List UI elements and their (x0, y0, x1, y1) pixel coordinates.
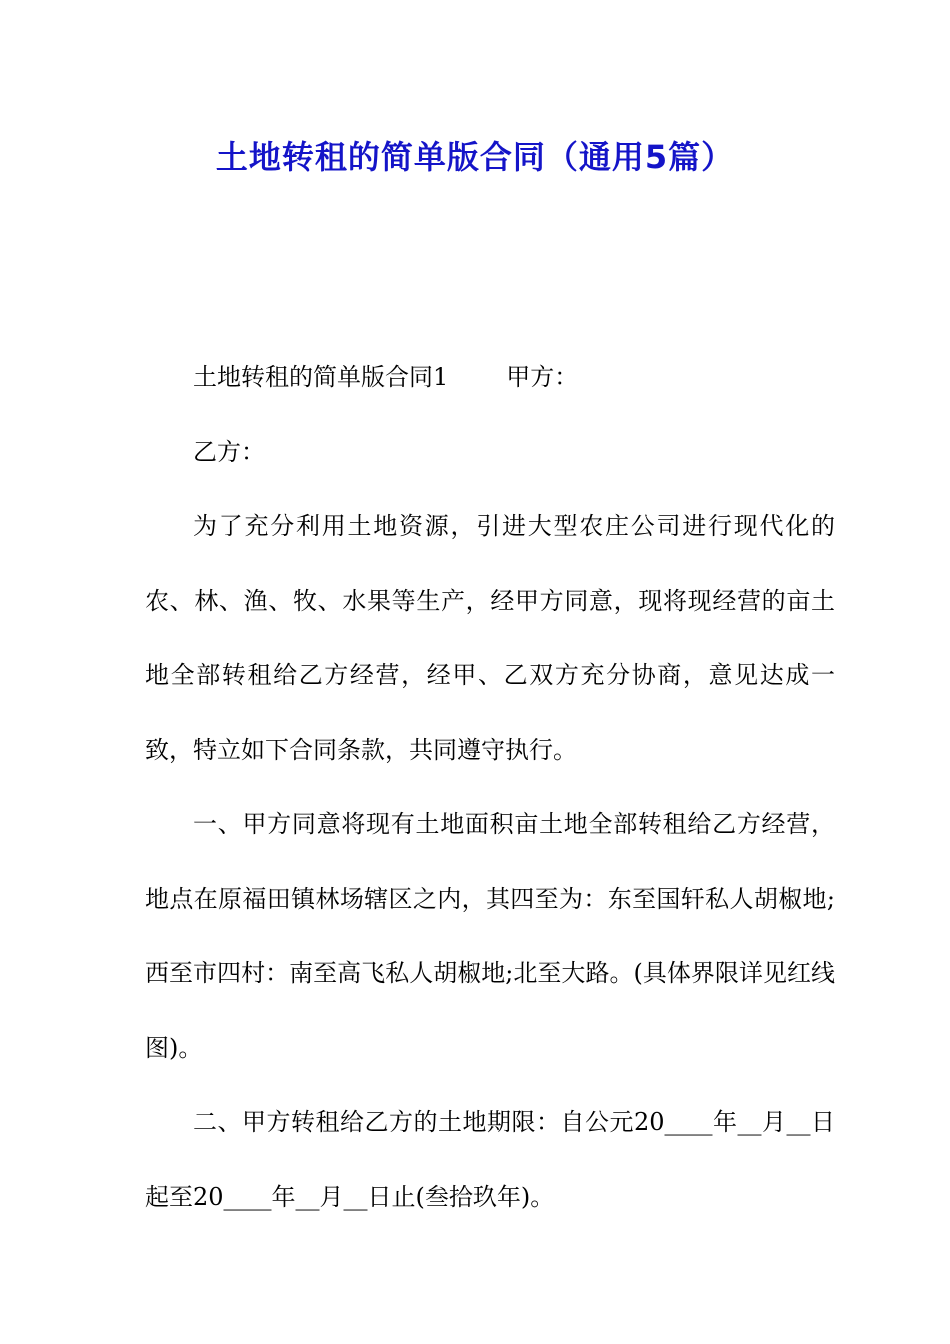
clause-one-paragraph: 一、甲方同意将现有土地面积亩土地全部转租给乙方经营，地点在原福田镇林场辖区之内，其四至为：东至国轩私人胡椒地;西至市四村：南至高飞私人胡椒地;北至大路。(具体界限详见红线图)。 (145, 810, 835, 1062)
contract-heading: 土地转租的简单版合同1 (193, 363, 449, 391)
party-a-label: 甲方： (506, 363, 579, 391)
intro-paragraph: 为了充分利用土地资源，引进大型农庄公司进行现代化的农、林、渔、牧、水果等生产，经甲方同意，现将现经营的亩土地全部转租给乙方经营，经甲、乙双方充分协商，意见达成一致，特立如下合同条款，共同遵守执行。 (145, 512, 835, 764)
party-b-label: 乙方： (193, 437, 265, 466)
contract-heading-line (145, 340, 835, 415)
clause-two-paragraph: 二、甲方转租给乙方的土地期限：自公元20____年__月__日起至20____年__月__日止(叁拾玖年)。 (145, 1108, 835, 1211)
document-body (145, 340, 835, 1234)
document-title: 土地转租的简单版合同（通用5篇） (215, 138, 735, 176)
